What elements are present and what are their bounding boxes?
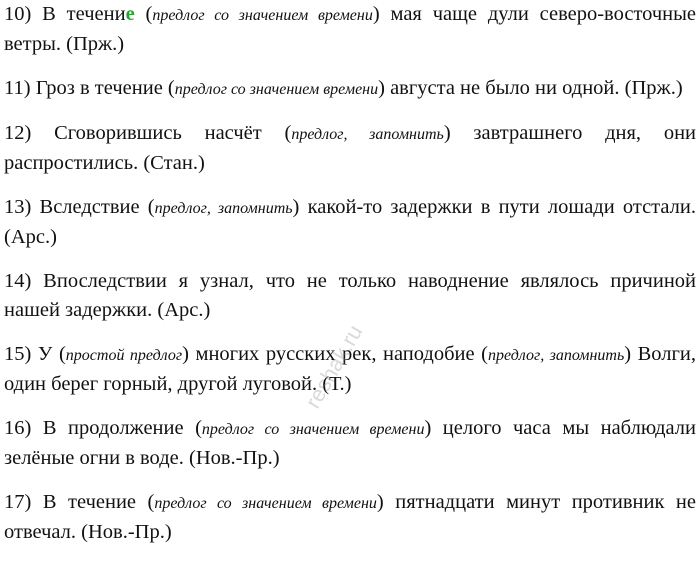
sentence-number: 15) (4, 343, 32, 365)
grammar-note: предлог, запомнить (291, 126, 444, 143)
sentence-15 (4, 340, 696, 399)
watermark: reshak.ru (300, 320, 368, 413)
sentence-text-rest: ) какой-то задержки в пути лошади отстали. (Арс.) (4, 196, 697, 248)
grammar-note: предлог со значением времени (174, 81, 379, 98)
grammar-note: предлог, запомнить (154, 200, 293, 217)
sentence-14 (4, 267, 696, 325)
grammar-note-2: предлог, запомнить (487, 347, 625, 364)
sentence-text: В течени (42, 3, 126, 25)
exercise-text (4, 0, 696, 562)
sentence-text: Гроз в течение ( (35, 77, 175, 99)
sentence-text-rest: ) целого часа мы наблюдали зелёные огни в воде. (Нов.-Пр.) (4, 417, 696, 469)
sentence-text: В продолжение ( (42, 417, 202, 439)
sentence-17 (4, 488, 696, 547)
sentence-text: В течение ( (42, 491, 155, 513)
sentence-text: Сговорившись насчёт ( (54, 122, 292, 144)
highlighted-letter: е (125, 3, 135, 25)
paren-close: ) (372, 3, 380, 25)
sentence-number: 17) (4, 491, 32, 513)
grammar-note: предлог со значением времени (154, 495, 377, 512)
grammar-note: предлог со значением времени (201, 421, 425, 438)
sentence-10 (4, 0, 696, 59)
paren-open: ( (134, 3, 153, 25)
sentence-12 (4, 119, 696, 178)
sentence-number: 10) (4, 3, 32, 25)
sentence-text: Впоследствии я узнал, что не только наводнение являлось причиной нашей задержки. (Арс.) (4, 270, 697, 321)
sentence-text: У ( (37, 343, 66, 365)
sentence-16 (4, 414, 696, 473)
sentence-text-mid: ) многих русских рек, наподобие ( (182, 343, 488, 365)
sentence-text-rest: ) августа не было ни одной. (Прж.) (378, 77, 683, 99)
sentence-text-rest: ) пятнадцати минут противник не отвечал. (Нов.-Пр.) (4, 491, 697, 543)
sentence-text-rest: ) завтрашнего дня, они распростились. (Стан.) (4, 122, 697, 174)
sentence-text-rest: ) Волги, один берег горный, другой луговой. (Т.) (4, 343, 697, 395)
sentence-text: Вследствие ( (39, 196, 155, 218)
sentence-number: 12) (4, 122, 32, 144)
sentence-number: 11) (4, 77, 31, 99)
sentence-11 (4, 74, 696, 104)
grammar-note: предлог со значением времени (152, 7, 373, 24)
sentence-13 (4, 193, 696, 252)
sentence-number: 16) (4, 417, 32, 439)
sentence-text-rest: мая чаще дули северо-восточные ветры. (Прж.) (4, 3, 697, 55)
grammar-note: простой предлог (65, 347, 183, 364)
sentence-number: 13) (4, 196, 32, 218)
sentence-number: 14) (4, 270, 32, 292)
